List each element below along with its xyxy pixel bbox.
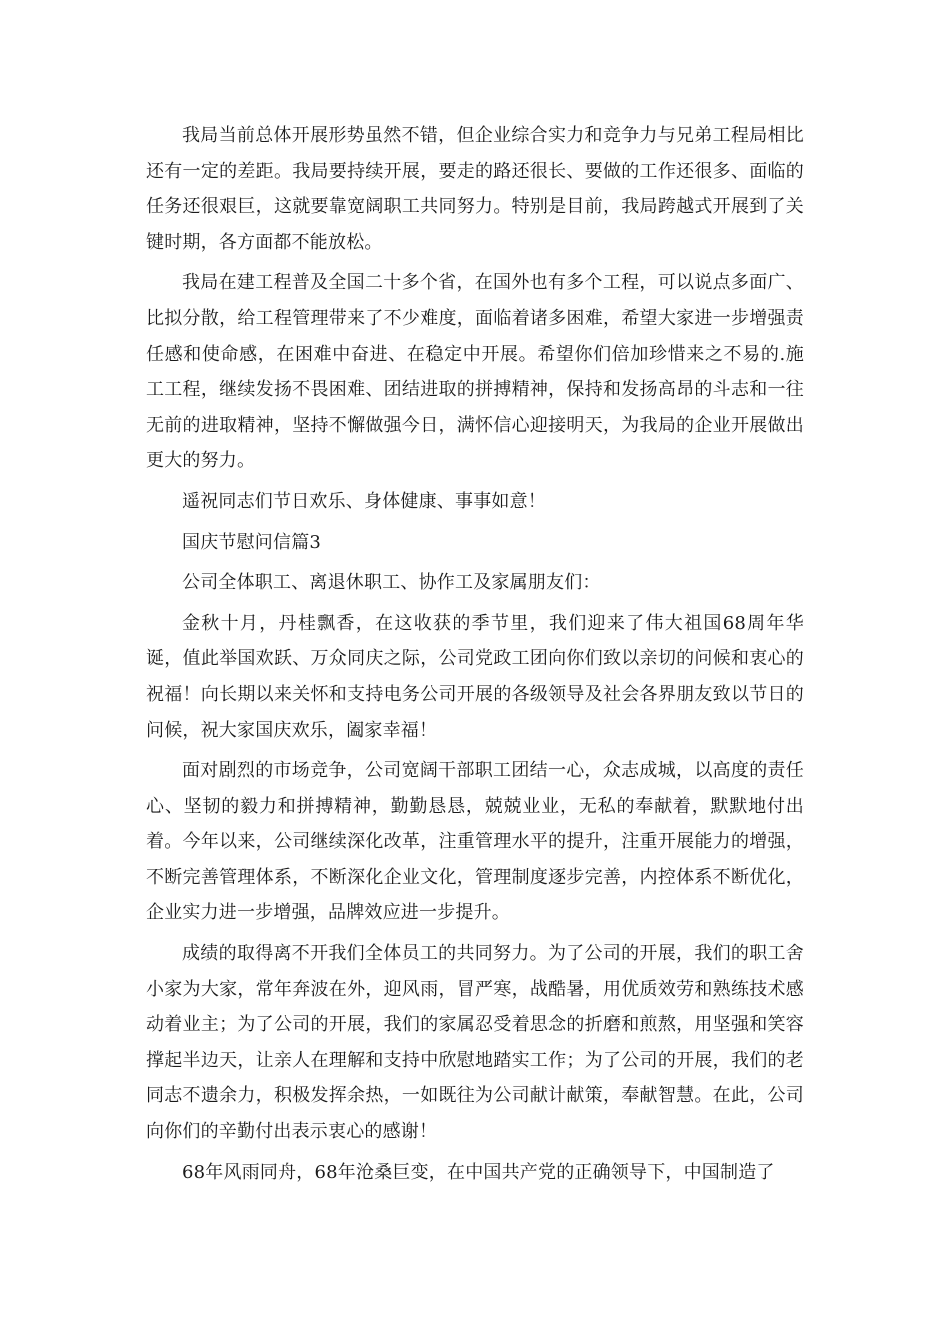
paragraph-anniversary-greeting: 金秋十月，丹桂飘香，在这收获的季节里，我们迎来了伟大祖国68周年华诞，值此举国欢跃、万众同庆之际，公司党政工团向你们致以亲切的问候和衷心的祝福！向长期以来关怀和支持电务公司开展的各级领导及社会各界朋友致以节日的问候，祝大家国庆欢乐，阖家幸福！: [146, 612, 804, 741]
paragraph-market-competition: 面对剧烈的市场竞争，公司宽阔干部职工团结一心，众志成城，以高度的责任心、坚韧的毅力和拼搏精神，勤勤恳恳，兢兢业业，无私的奉献着，默默地付出着。今年以来，公司继续深化改革，注重管理水平的提升，注重开展能力的增强，不断完善管理体系，不断深化企业文化，管理制度逐步完善，内控体系不断优化，企业实力进一步增强，品牌效应进一步提升。: [146, 760, 804, 924]
paragraph-holiday-wishes: 遥祝同志们节日欢乐、身体健康、事事如意！: [182, 490, 546, 512]
letter-salutation: 公司全体职工、离退休职工、协作工及家属朋友们：: [182, 572, 601, 594]
paragraph-68-years: 68年风雨同舟，68年沧桑巨变，在中国共产党的正确领导下，中国制造了: [182, 1161, 775, 1183]
section-heading: 国庆节慰问信篇3: [182, 531, 322, 553]
paragraph-staff-efforts: 成绩的取得离不开我们全体员工的共同努力。为了公司的开展，我们的职工舍小家为大家，常年奔波在外，迎风雨，冒严寒，战酷暑，用优质效劳和熟练技术感动着业主；为了公司的开展，我们的家属忍受着思念的折磨和煎熬，用坚强和笑容撑起半边天，让亲人在理解和支持中欣慰地踏实工作；为了公司的开展，我们的老同志不遗余力，积极发挥余热，一如既往为公司献计献策，奉献智慧。在此，公司向你们的辛勤付出表示衷心的感谢！: [146, 943, 804, 1143]
document-body: [146, 118, 804, 1195]
paragraph-projects-nationwide: 我局在建工程普及全国二十多个省，在国外也有多个工程，可以说点多面广、比拟分散，给工程管理带来了不少难度，面临着诸多困难，希望大家进一步增强责任感和使命感，在困难中奋进、在稳定中开展。希望你们倍加珍惜来之不易的.施工工程，继续发扬不畏困难、团结进取的拼搏精神，保持和发扬高昂的斗志和一往无前的进取精神，坚持不懈做强今日，满怀信心迎接明天，为我局的企业开展做出更大的努力。: [146, 272, 804, 472]
paragraph-performance-gap: 我局当前总体开展形势虽然不错，但企业综合实力和竞争力与兄弟工程局相比还有一定的差距。我局要持续开展，要走的路还很长、要做的工作还很多、面临的任务还很艰巨，这就要靠宽阔职工共同努力。特别是目前，我局跨越式开展到了关键时期，各方面都不能放松。: [146, 125, 804, 253]
